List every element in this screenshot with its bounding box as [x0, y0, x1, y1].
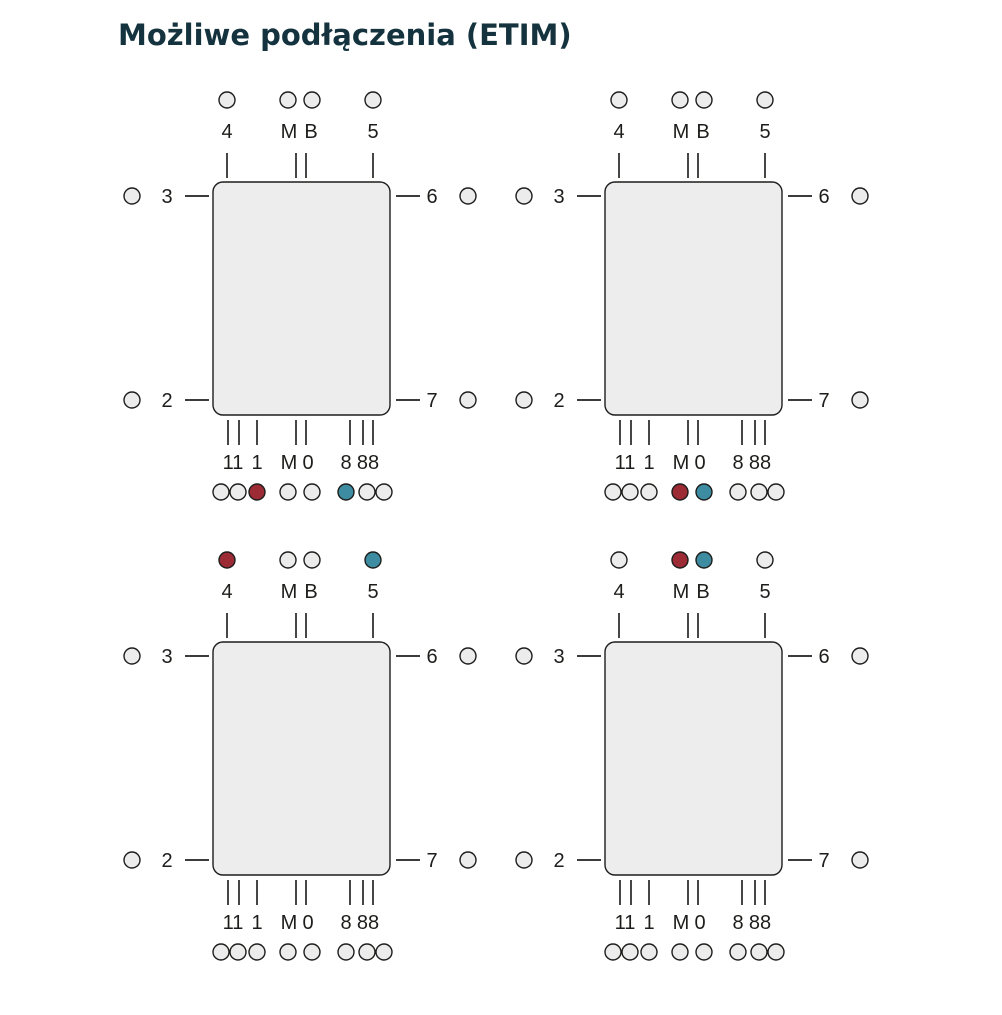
bottom-terminal-circle-0 [605, 944, 621, 960]
right-terminal-label-0: 6 [426, 646, 438, 668]
connection-diagram-svg-variant-3 [111, 545, 489, 970]
bottom-terminal-circle-1 [622, 944, 638, 960]
left-terminal-label-0: 3 [553, 646, 565, 668]
device-body [605, 182, 782, 415]
top-terminal-circle-2 [304, 552, 320, 568]
right-terminal-label-1: 7 [426, 390, 438, 412]
top-terminal-label-2: B [696, 581, 710, 603]
connection-diagram-variant-3 [111, 545, 489, 970]
bottom-terminal-label-2: M [672, 912, 690, 934]
right-terminal-label-0: 6 [818, 186, 830, 208]
bottom-terminal-label-4: 8 [732, 912, 744, 934]
bottom-terminal-circle-1 [622, 484, 638, 500]
top-terminal-label-1: M [280, 121, 298, 143]
left-terminal-label-0: 3 [553, 186, 565, 208]
bottom-terminal-label-3: 0 [302, 912, 314, 934]
bottom-terminal-circle-6 [359, 944, 375, 960]
bottom-terminal-circle-0 [213, 944, 229, 960]
connection-diagram-svg-variant-1 [111, 85, 489, 510]
bottom-terminal-circle-1 [230, 484, 246, 500]
device-body [213, 182, 390, 415]
bottom-terminal-circle-4 [304, 484, 320, 500]
right-terminal-circle-0 [852, 188, 868, 204]
top-terminal-label-2: B [696, 121, 710, 143]
top-terminal-circle-3 [757, 552, 773, 568]
bottom-terminal-label-1: 1 [643, 912, 655, 934]
bottom-terminal-circle-2 [641, 484, 657, 500]
bottom-terminal-label-0: 11 [222, 912, 244, 934]
device-body [605, 642, 782, 875]
bottom-terminal-label-5: 88 [748, 452, 772, 474]
top-terminal-label-2: B [304, 581, 318, 603]
top-terminal-label-2: B [304, 121, 318, 143]
right-terminal-circle-1 [852, 852, 868, 868]
right-terminal-label-0: 6 [818, 646, 830, 668]
right-terminal-label-1: 7 [426, 850, 438, 872]
left-terminal-circle-1 [516, 392, 532, 408]
bottom-terminal-circle-6 [359, 484, 375, 500]
top-terminal-circle-0 [611, 552, 627, 568]
top-terminal-label-1: M [280, 581, 298, 603]
bottom-terminal-label-5: 88 [356, 912, 380, 934]
left-terminal-label-0: 3 [161, 186, 173, 208]
bottom-terminal-label-4: 8 [732, 452, 744, 474]
bottom-terminal-circle-6 [751, 484, 767, 500]
connection-diagram-variant-4 [503, 545, 881, 970]
bottom-terminal-circle-7 [376, 484, 392, 500]
right-terminal-circle-0 [460, 648, 476, 664]
top-terminal-circle-1 [280, 552, 296, 568]
bottom-terminal-circle-5 [730, 944, 746, 960]
top-terminal-label-1: M [672, 581, 690, 603]
left-terminal-circle-1 [516, 852, 532, 868]
bottom-terminal-circle-7 [376, 944, 392, 960]
bottom-terminal-label-4: 8 [340, 452, 352, 474]
top-terminal-circle-0 [219, 552, 235, 568]
bottom-terminal-circle-2 [641, 944, 657, 960]
bottom-terminal-label-3: 0 [302, 452, 314, 474]
bottom-terminal-label-4: 8 [340, 912, 352, 934]
bottom-terminal-circle-0 [605, 484, 621, 500]
bottom-terminal-label-0: 11 [222, 452, 244, 474]
top-terminal-label-0: 4 [613, 581, 625, 603]
bottom-terminal-circle-0 [213, 484, 229, 500]
top-terminal-label-3: 5 [759, 581, 771, 603]
right-terminal-circle-1 [460, 392, 476, 408]
top-terminal-circle-2 [696, 92, 712, 108]
bottom-terminal-circle-7 [768, 944, 784, 960]
bottom-terminal-label-0: 11 [614, 912, 636, 934]
top-terminal-circle-0 [611, 92, 627, 108]
bottom-terminal-circle-4 [696, 484, 712, 500]
top-terminal-circle-2 [304, 92, 320, 108]
page-title: Możliwe podłączenia (ETIM) [118, 18, 572, 52]
top-terminal-circle-3 [365, 552, 381, 568]
bottom-terminal-circle-5 [338, 484, 354, 500]
left-terminal-circle-1 [124, 392, 140, 408]
right-terminal-circle-0 [460, 188, 476, 204]
left-terminal-circle-0 [516, 188, 532, 204]
right-terminal-circle-1 [852, 392, 868, 408]
bottom-terminal-circle-2 [249, 484, 265, 500]
bottom-terminal-circle-6 [751, 944, 767, 960]
top-terminal-label-3: 5 [759, 121, 771, 143]
bottom-terminal-circle-5 [338, 944, 354, 960]
bottom-terminal-label-1: 1 [251, 912, 263, 934]
bottom-terminal-circle-3 [672, 944, 688, 960]
top-terminal-circle-3 [365, 92, 381, 108]
top-terminal-circle-1 [672, 552, 688, 568]
device-body [213, 642, 390, 875]
bottom-terminal-circle-5 [730, 484, 746, 500]
top-terminal-circle-0 [219, 92, 235, 108]
bottom-terminal-label-5: 88 [748, 912, 772, 934]
bottom-terminal-label-2: M [280, 452, 298, 474]
bottom-terminal-circle-3 [280, 484, 296, 500]
top-terminal-label-0: 4 [221, 121, 233, 143]
right-terminal-label-1: 7 [818, 390, 830, 412]
bottom-terminal-circle-3 [280, 944, 296, 960]
bottom-terminal-circle-7 [768, 484, 784, 500]
right-terminal-circle-0 [852, 648, 868, 664]
left-terminal-circle-0 [516, 648, 532, 664]
top-terminal-label-0: 4 [221, 581, 233, 603]
top-terminal-label-0: 4 [613, 121, 625, 143]
left-terminal-label-0: 3 [161, 646, 173, 668]
bottom-terminal-label-3: 0 [694, 912, 706, 934]
top-terminal-circle-1 [672, 92, 688, 108]
bottom-terminal-label-5: 88 [356, 452, 380, 474]
bottom-terminal-circle-2 [249, 944, 265, 960]
top-terminal-label-3: 5 [367, 581, 379, 603]
bottom-terminal-label-2: M [280, 912, 298, 934]
top-terminal-circle-3 [757, 92, 773, 108]
bottom-terminal-label-3: 0 [694, 452, 706, 474]
top-terminal-label-1: M [672, 121, 690, 143]
bottom-terminal-circle-1 [230, 944, 246, 960]
top-terminal-circle-2 [696, 552, 712, 568]
left-terminal-label-1: 2 [161, 390, 173, 412]
connection-diagram-svg-variant-4 [503, 545, 881, 970]
left-terminal-label-1: 2 [553, 390, 565, 412]
bottom-terminal-label-1: 1 [251, 452, 263, 474]
connection-diagram-svg-variant-2 [503, 85, 881, 510]
left-terminal-circle-1 [124, 852, 140, 868]
bottom-terminal-label-1: 1 [643, 452, 655, 474]
bottom-terminal-label-0: 11 [614, 452, 636, 474]
bottom-terminal-circle-4 [696, 944, 712, 960]
right-terminal-label-0: 6 [426, 186, 438, 208]
bottom-terminal-label-2: M [672, 452, 690, 474]
top-terminal-circle-1 [280, 92, 296, 108]
right-terminal-label-1: 7 [818, 850, 830, 872]
connection-diagram-variant-2 [503, 85, 881, 510]
left-terminal-circle-0 [124, 648, 140, 664]
bottom-terminal-circle-3 [672, 484, 688, 500]
top-terminal-label-3: 5 [367, 121, 379, 143]
left-terminal-circle-0 [124, 188, 140, 204]
right-terminal-circle-1 [460, 852, 476, 868]
connection-diagram-variant-1 [111, 85, 489, 510]
left-terminal-label-1: 2 [553, 850, 565, 872]
left-terminal-label-1: 2 [161, 850, 173, 872]
bottom-terminal-circle-4 [304, 944, 320, 960]
